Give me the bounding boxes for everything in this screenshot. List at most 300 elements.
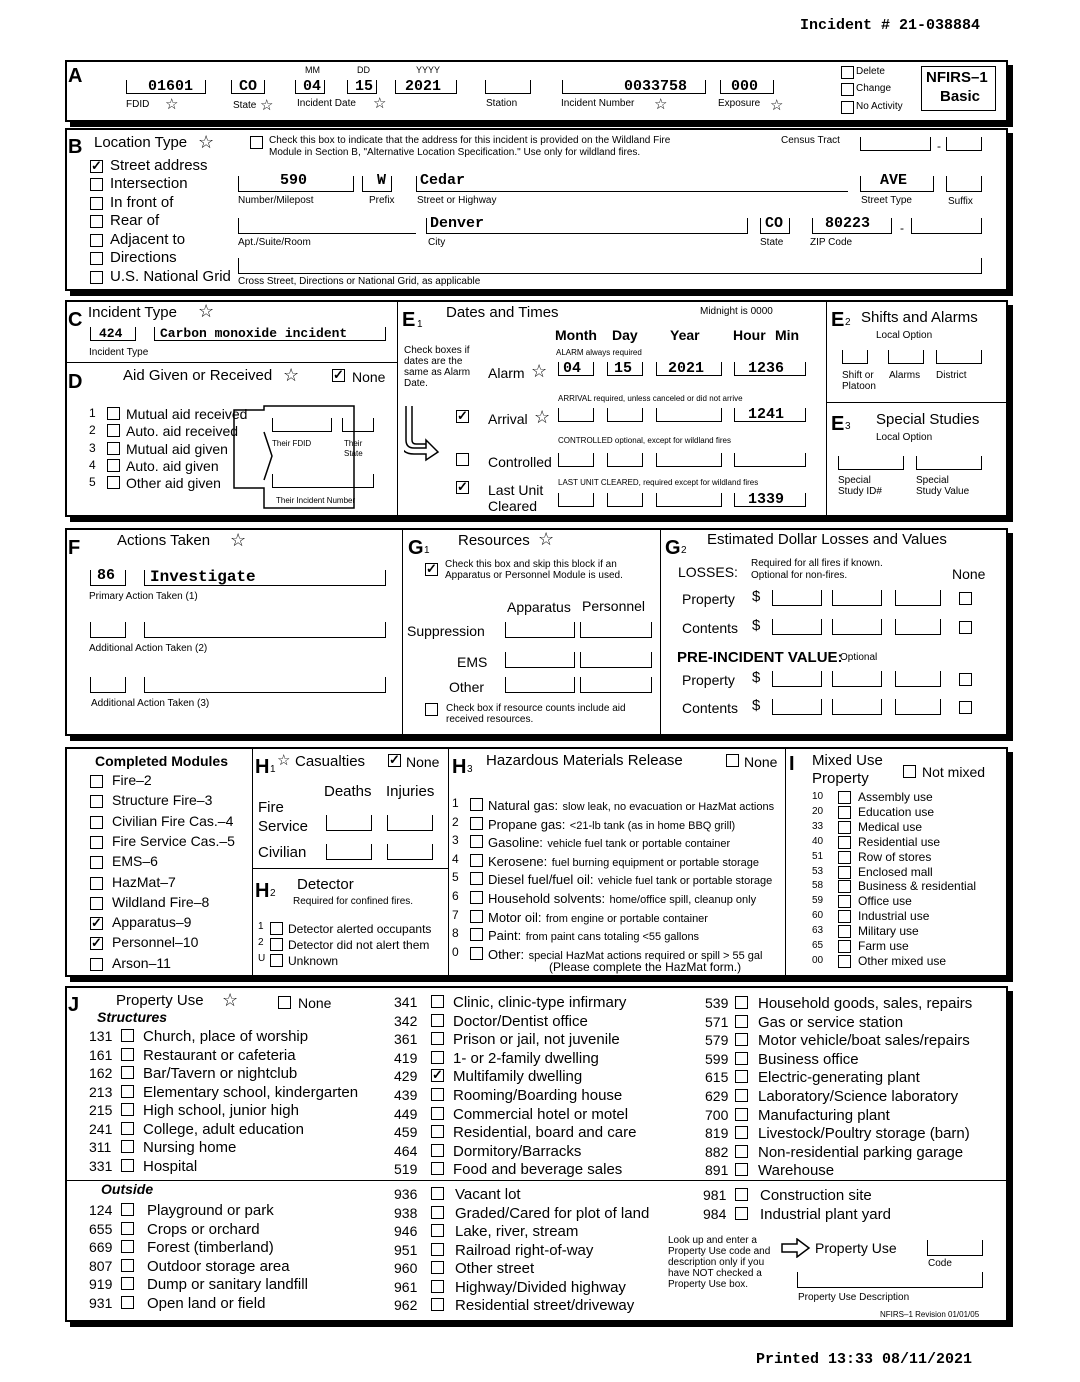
hazmat-checkbox[interactable]	[470, 891, 483, 904]
property-use-checkbox[interactable]	[735, 1089, 748, 1102]
hazmat-item-number: 8	[452, 926, 459, 941]
property-use-checkbox[interactable]	[431, 1125, 444, 1138]
location-type-checkbox[interactable]	[90, 215, 103, 228]
hazmat-checkbox[interactable]	[470, 947, 483, 960]
dollar-field[interactable]	[832, 619, 882, 635]
property-use-label: Warehouse	[758, 1162, 835, 1180]
property-use-label: Nursing home	[143, 1139, 237, 1156]
ems-label: EMS	[457, 654, 488, 670]
required-star-icon: ☆	[260, 97, 274, 114]
aid-item-checkbox[interactable]	[107, 476, 120, 489]
exposure-value: 000	[731, 78, 759, 95]
module-checkbox[interactable]	[90, 897, 103, 910]
hazmat-item-desc: slow leak, no evacuation or HazMat actions	[562, 801, 775, 813]
fdid-value: 01601	[148, 78, 194, 95]
hazmat-item-name: Motor oil:	[488, 909, 542, 925]
lookup-note: Look up and enter a	[668, 1235, 757, 1246]
hazmat-item-number: 0	[452, 944, 459, 959]
g2-row-label: Contents	[682, 700, 739, 716]
property-use-label: Bar/Tavern or nightclub	[143, 1065, 298, 1082]
dollar-sign: $	[752, 697, 761, 714]
dollar-field[interactable]	[772, 699, 822, 715]
zip-label: ZIP Code	[810, 237, 853, 248]
property-use-checkbox[interactable]	[431, 1051, 444, 1064]
property-use-code: 946	[394, 1223, 418, 1239]
resources-note: Check this box and skip this block if an	[445, 559, 617, 570]
arrival-year-field[interactable]	[656, 408, 722, 422]
section-j-letter: J	[68, 994, 80, 1016]
mixed-use-code: 40	[812, 835, 824, 847]
property-use-code: 615	[705, 1069, 729, 1086]
losses-note: Required for all fires if known.	[751, 558, 883, 569]
census-tract-field[interactable]	[860, 137, 931, 151]
street-type-label: Street Type	[861, 195, 912, 206]
fire-service-label: Fire	[258, 799, 284, 816]
study-value-field[interactable]	[916, 456, 982, 470]
location-type-checkbox[interactable]	[90, 178, 103, 191]
property-use-code: 419	[394, 1049, 418, 1066]
property-use-checkbox[interactable]	[431, 1224, 444, 1237]
mixed-use-label: Education use	[858, 804, 935, 819]
property-use-checkbox[interactable]	[735, 1188, 748, 1201]
dollar-none-checkbox[interactable]	[959, 673, 972, 686]
section-i-letter: I	[789, 753, 795, 775]
dollar-none-checkbox[interactable]	[959, 592, 972, 605]
property-use-label: Electric-generating plant	[758, 1069, 920, 1087]
dollar-field[interactable]	[895, 590, 941, 606]
number-label: Number/Milepost	[238, 195, 314, 206]
dollar-field[interactable]	[772, 671, 822, 687]
location-type-checkbox[interactable]: ✓	[91, 158, 102, 173]
mixed-use-label: Assembly use	[858, 790, 933, 804]
modules-title: Completed Modules	[95, 753, 229, 769]
hazmat-checkbox[interactable]	[470, 910, 483, 923]
mixed-use-checkbox[interactable]	[838, 910, 851, 923]
property-use-checkbox[interactable]	[735, 1145, 748, 1158]
other-apparatus-field[interactable]	[505, 677, 575, 693]
property-use-code-label: Property Use	[815, 1240, 897, 1256]
property-use-checkbox[interactable]	[431, 1261, 444, 1274]
mixed-use-label: Office use	[858, 894, 912, 909]
controlled-month-field[interactable]	[558, 453, 594, 467]
property-use-checkbox[interactable]	[121, 1159, 134, 1172]
mixed-use-code: 60	[812, 910, 824, 922]
mixed-use-code: 53	[812, 865, 824, 877]
hazmat-item-name: Paint:	[488, 928, 522, 944]
fdid-label: FDID	[126, 99, 150, 110]
section-a-letter: A	[68, 65, 83, 87]
resources-title: Resources	[458, 532, 530, 549]
hazmat-item-number: 2	[452, 814, 459, 829]
property-use-label: Food and beverage sales	[453, 1161, 623, 1179]
aid-none-checkbox[interactable]: ✓	[333, 367, 344, 382]
local-option: Local Option	[876, 432, 933, 443]
detector-label: Detector did not alert them	[288, 938, 430, 952]
their-state-label: Their	[344, 439, 363, 448]
casualties-none-checkbox[interactable]: ✓	[389, 752, 400, 767]
other-personnel-field[interactable]	[580, 677, 652, 693]
aid-item-number: 2	[89, 423, 96, 437]
action1-desc: Investigate	[150, 568, 256, 586]
hazmat-checkbox[interactable]	[470, 872, 483, 885]
census-tract-label: Census Tract	[781, 135, 840, 146]
mixed-use-checkbox[interactable]	[838, 880, 851, 893]
hazmat-checkbox[interactable]	[470, 835, 483, 848]
dollar-field[interactable]	[895, 699, 941, 715]
station-field[interactable]	[485, 80, 531, 94]
controlled-day-field[interactable]	[607, 453, 643, 467]
hazmat-item-name: Natural gas:	[488, 798, 559, 813]
module-label: HazMat–7	[112, 873, 176, 890]
mixed-use-checkbox[interactable]	[838, 806, 851, 819]
alarms-field[interactable]	[888, 350, 924, 364]
luc-day-field[interactable]	[607, 493, 643, 507]
property-use-label: Commercial hotel or motel	[453, 1105, 629, 1123]
property-use-checkbox[interactable]	[735, 1070, 748, 1083]
location-type-checkbox[interactable]	[90, 234, 103, 247]
mixed-use-checkbox[interactable]	[838, 851, 851, 864]
mixed-use-checkbox[interactable]	[838, 895, 851, 908]
aid-item-checkbox[interactable]	[107, 459, 120, 472]
property-use-checkbox[interactable]	[431, 1162, 444, 1175]
incident-type-code: 424	[99, 326, 123, 341]
their-incident-field[interactable]	[272, 474, 374, 488]
module-label: Personnel–10	[112, 934, 199, 951]
property-use-label: Motor vehicle/boat sales/repairs	[758, 1032, 970, 1050]
injuries-col: Injuries	[386, 783, 435, 800]
property-use-checkbox[interactable]	[431, 1206, 444, 1219]
property-use-label: Elementary school, kindergarten	[143, 1083, 359, 1101]
property-use-code: 571	[705, 1013, 729, 1030]
g2-row-label: Contents	[682, 620, 739, 636]
apparatus-col: Apparatus	[507, 599, 571, 615]
hazmat-checkbox[interactable]	[470, 798, 483, 811]
property-use-checkbox[interactable]	[121, 1029, 134, 1042]
arrival-day-field[interactable]	[607, 408, 643, 422]
hazmat-item-number: 1	[452, 796, 459, 810]
mixed-use-checkbox[interactable]	[838, 791, 851, 804]
property-use-label: Restaurant or cafeteria	[143, 1046, 296, 1064]
dollar-field[interactable]	[832, 699, 882, 715]
mixed-use-checkbox[interactable]	[838, 925, 851, 938]
hazmat-checkbox[interactable]	[470, 854, 483, 867]
property-use-checkbox[interactable]	[431, 995, 444, 1008]
property-use-label: Residential, board and care	[453, 1124, 637, 1142]
not-mixed-checkbox[interactable]	[903, 765, 916, 778]
hazmat-checkbox[interactable]	[470, 928, 483, 941]
controlled-time-field[interactable]	[734, 453, 806, 467]
hazmat-item	[488, 891, 756, 907]
g2-row-label: Property	[682, 591, 735, 607]
property-use-checkbox[interactable]	[121, 1259, 134, 1272]
suppression-personnel-field[interactable]	[580, 622, 652, 638]
hazmat-item-name: Gasoline:	[488, 835, 543, 851]
hazmat-item	[488, 872, 772, 888]
section-g2-letter: G	[665, 537, 681, 559]
property-use-checkbox[interactable]	[121, 1085, 134, 1098]
delete-checkbox[interactable]	[841, 66, 854, 79]
location-type-checkbox[interactable]	[90, 197, 103, 210]
location-type-checkbox[interactable]	[90, 252, 103, 265]
detector-note: Required for confined fires.	[293, 896, 414, 907]
luc-same-checkbox[interactable]: ✓	[457, 479, 468, 494]
mixed-use-checkbox[interactable]	[838, 866, 851, 879]
property-use-code-field[interactable]	[927, 1240, 983, 1256]
luc-year-field[interactable]	[656, 493, 722, 507]
controlled-year-field[interactable]	[656, 453, 722, 467]
property-use-label: Prison or jail, not juvenile	[453, 1031, 620, 1049]
property-use-checkbox[interactable]	[121, 1103, 134, 1116]
alarm-required-note: ALARM always required	[556, 348, 642, 357]
property-use-label: Livestock/Poultry storage (barn)	[758, 1125, 970, 1143]
module-checkbox[interactable]	[90, 795, 103, 808]
dollar-field[interactable]	[895, 619, 941, 635]
property-use-checkbox[interactable]	[431, 1187, 444, 1200]
module-label: Wildland Fire–8	[112, 893, 210, 910]
action2-code-field[interactable]	[90, 622, 126, 638]
property-use-desc-field[interactable]	[797, 1272, 983, 1288]
zip-ext-field[interactable]	[911, 218, 982, 234]
action2-desc-field[interactable]	[144, 622, 386, 638]
their-state-field[interactable]	[342, 418, 374, 432]
shift-field[interactable]	[842, 350, 868, 364]
mixed-use-title: Mixed Use	[812, 752, 883, 769]
street-field[interactable]	[416, 176, 848, 192]
property-use-code: 807	[89, 1257, 113, 1274]
aid-counts-checkbox[interactable]	[425, 703, 438, 716]
census-tract-field-2[interactable]	[946, 137, 982, 151]
property-use-checkbox[interactable]	[431, 1243, 444, 1256]
action1-code: 86	[97, 567, 116, 584]
aid-item-checkbox[interactable]	[107, 407, 120, 420]
location-type-label: Rear of	[110, 212, 160, 229]
resources-module-checkbox[interactable]: ✓	[426, 561, 437, 576]
section-e2-letter: E	[831, 309, 845, 331]
their-state-label: State	[344, 449, 363, 458]
district-field[interactable]	[936, 350, 982, 364]
losses-note: Optional for non-fires.	[751, 570, 848, 581]
dollar-none-checkbox[interactable]	[959, 701, 972, 714]
property-use-checkbox[interactable]	[735, 996, 748, 1009]
property-use-checkbox[interactable]	[735, 1033, 748, 1046]
hazmat-item-number: 5	[452, 870, 459, 885]
property-use-checkbox[interactable]	[121, 1222, 134, 1235]
property-use-checkbox[interactable]	[121, 1277, 134, 1290]
mixed-use-checkbox[interactable]	[838, 821, 851, 834]
hazmat-item-desc: home/office spill, cleanup only	[609, 894, 757, 906]
losses-label: LOSSES:	[678, 564, 738, 580]
civilian-label: Civilian	[258, 844, 307, 861]
module-checkbox[interactable]	[90, 856, 103, 869]
property-use-checkbox[interactable]	[431, 1298, 444, 1311]
lookup-note: description only if you	[668, 1257, 765, 1268]
suffix-field[interactable]	[946, 176, 982, 192]
property-use-checkbox[interactable]	[121, 1140, 134, 1153]
aid-item-number: 4	[89, 458, 96, 472]
day-value: 15	[355, 78, 374, 95]
property-use-code: 579	[705, 1032, 729, 1049]
module-checkbox[interactable]	[90, 877, 103, 890]
hazmat-checkbox[interactable]	[470, 817, 483, 830]
fs-deaths-field[interactable]	[326, 815, 372, 831]
module-checkbox[interactable]	[90, 836, 103, 849]
wildland-checkbox[interactable]	[250, 136, 263, 149]
controlled-same-checkbox[interactable]	[456, 453, 469, 466]
module-checkbox[interactable]: ✓	[91, 935, 102, 951]
detector-checkbox[interactable]	[270, 954, 283, 967]
hazmat-none-checkbox[interactable]	[726, 754, 739, 767]
dollar-field[interactable]	[832, 671, 882, 687]
month-col: Month	[555, 327, 597, 343]
hazmat-item-desc: special HazMat actions required or spill > 55 gal	[528, 949, 763, 962]
detector-item-number: 2	[258, 937, 264, 948]
detector-checkbox[interactable]	[270, 938, 283, 951]
cross-street-field[interactable]	[238, 258, 982, 274]
property-use-label: Dump or sanitary landfill	[147, 1276, 308, 1293]
hazmat-item	[488, 910, 708, 926]
civ-deaths-field[interactable]	[326, 844, 372, 860]
suppression-apparatus-field[interactable]	[505, 622, 575, 638]
property-use-label: Rooming/Boarding house	[453, 1087, 623, 1104]
property-use-code: 919	[89, 1276, 113, 1292]
ems-personnel-field[interactable]	[580, 652, 652, 668]
section-f-letter: F	[68, 537, 81, 559]
property-use-checkbox[interactable]	[735, 1126, 748, 1139]
dollar-field[interactable]	[772, 590, 822, 606]
property-use-checkbox[interactable]	[431, 1144, 444, 1157]
dollar-field[interactable]	[772, 619, 822, 635]
section-d-letter: D	[68, 371, 83, 393]
action3-desc-field[interactable]	[144, 677, 386, 693]
state-value: CO	[239, 78, 258, 95]
civ-injuries-field[interactable]	[387, 844, 433, 860]
special-studies-title: Special Studies	[876, 411, 980, 428]
module-label: Fire Service Cas.–5	[112, 832, 235, 849]
location-type-label: Adjacent to	[110, 231, 186, 248]
alarms-label: Alarms	[889, 370, 921, 381]
incident-number-value: 0033758	[624, 78, 688, 95]
pre-incident-label: PRE-INCIDENT VALUE:	[677, 649, 843, 666]
section-c-letter: C	[68, 309, 83, 331]
no-activity-checkbox[interactable]	[841, 101, 854, 114]
module-checkbox[interactable]	[90, 816, 103, 829]
their-fdid-field[interactable]	[272, 418, 332, 432]
aid-item-label: Other aid given	[126, 475, 221, 491]
luc-note: LAST UNIT CLEARED, required except for wildland fires	[558, 478, 759, 487]
printed-timestamp: Printed 13:33 08/11/2021	[756, 1351, 973, 1368]
property-use-checkbox[interactable]	[431, 1014, 444, 1027]
property-use-checkbox[interactable]	[735, 1108, 748, 1121]
section-h1-sub: 1	[270, 764, 276, 775]
arrival-same-checkbox[interactable]: ✓	[457, 408, 468, 423]
location-type-label: Intersection	[110, 175, 188, 192]
property-use-checkbox[interactable]	[431, 1032, 444, 1045]
property-use-checkbox[interactable]	[735, 1207, 748, 1220]
required-star-icon: ☆	[283, 365, 300, 385]
module-label: Civilian Fire Cas.–4	[112, 812, 234, 829]
module-checkbox[interactable]: ✓	[91, 915, 102, 931]
aid-item-checkbox[interactable]	[107, 442, 120, 455]
alarm-day: 15	[614, 360, 633, 377]
property-use-code: 215	[89, 1102, 113, 1118]
change-checkbox[interactable]	[841, 83, 854, 96]
property-use-label: Forest (timberland)	[147, 1239, 274, 1256]
property-use-label: Highway/Divided highway	[455, 1278, 626, 1296]
luc-month-field[interactable]	[558, 493, 594, 507]
property-use-checkbox[interactable]	[121, 1203, 134, 1216]
property-use-checkbox[interactable]	[121, 1048, 134, 1061]
module-checkbox[interactable]	[90, 775, 103, 788]
state-b-value: CO	[765, 215, 784, 232]
ems-apparatus-field[interactable]	[505, 652, 575, 668]
property-use-code: 241	[89, 1120, 113, 1137]
incident-number-header: Incident # 21-038884	[800, 17, 981, 34]
property-use-code: 429	[394, 1068, 418, 1085]
property-none-label: None	[298, 995, 332, 1011]
mixed-use-code: 20	[812, 805, 824, 817]
property-use-checkbox[interactable]	[735, 1163, 748, 1176]
apt-field[interactable]	[238, 218, 416, 234]
mixed-use-checkbox[interactable]	[838, 940, 851, 953]
property-use-code: 655	[89, 1220, 113, 1237]
module-checkbox[interactable]	[90, 958, 103, 971]
location-type-title: Location Type	[94, 134, 188, 151]
losses-none-label: None	[952, 566, 986, 582]
dollar-field[interactable]	[895, 671, 941, 687]
location-type-label: In front of	[110, 194, 174, 211]
property-use-checkbox[interactable]	[431, 1280, 444, 1293]
property-use-checkbox[interactable]	[735, 1052, 748, 1065]
action3-code-field[interactable]	[90, 677, 126, 693]
property-use-checkbox[interactable]	[121, 1240, 134, 1253]
location-type-checkbox[interactable]	[90, 271, 103, 284]
fs-injuries-field[interactable]	[387, 815, 433, 831]
property-none-checkbox[interactable]	[278, 996, 291, 1009]
section-h3-letter: H	[452, 756, 467, 778]
property-use-label: Business office	[758, 1050, 859, 1068]
property-use-checkbox[interactable]	[121, 1066, 134, 1079]
hazmat-item-name: Household solvents:	[488, 891, 606, 906]
property-use-desc-label: Property Use Description	[798, 1292, 910, 1303]
dollar-none-checkbox[interactable]	[959, 621, 972, 634]
detector-title: Detector	[297, 876, 354, 893]
property-use-checkbox[interactable]: ✓	[432, 1067, 443, 1083]
mixed-use-checkbox[interactable]	[838, 955, 851, 968]
property-use-label: Residential street/driveway	[455, 1297, 635, 1314]
mixed-use-checkbox[interactable]	[838, 836, 851, 849]
aid-item-number: 1	[89, 406, 96, 420]
required-star-icon: ☆	[531, 361, 548, 381]
shift-label: Shift or	[842, 370, 874, 381]
yyyy-label: YYYY	[416, 65, 441, 75]
hazmat-item-desc: fuel burning equipment or portable storage	[551, 856, 760, 869]
study-id-field[interactable]	[838, 456, 904, 470]
aid-item-checkbox[interactable]	[107, 424, 120, 437]
property-use-checkbox[interactable]	[735, 1015, 748, 1028]
property-use-checkbox[interactable]	[121, 1296, 134, 1309]
property-use-checkbox[interactable]	[431, 1107, 444, 1120]
hazmat-item-number: 7	[452, 907, 459, 922]
property-use-checkbox[interactable]	[431, 1088, 444, 1101]
detector-item-number: U	[258, 953, 266, 964]
arrival-month-field[interactable]	[558, 408, 594, 422]
dollar-field[interactable]	[832, 590, 882, 606]
aid-counts-note: received resources.	[446, 714, 534, 725]
g2-row-label: Property	[682, 672, 735, 688]
detector-checkbox[interactable]	[270, 922, 283, 935]
casualties-title: Casualties	[295, 753, 366, 770]
property-use-checkbox[interactable]	[121, 1122, 134, 1135]
